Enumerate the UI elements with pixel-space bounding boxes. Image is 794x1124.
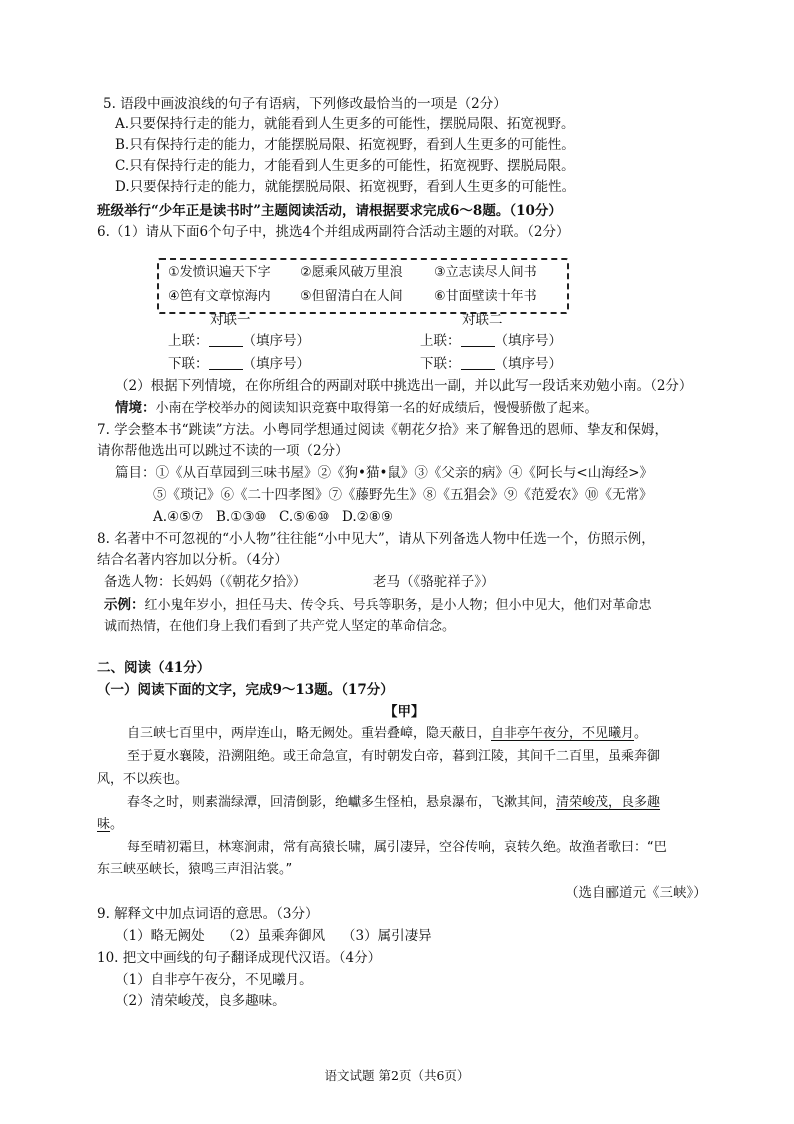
q7-option-b: B.①③⑩ bbox=[216, 509, 267, 525]
q10-stem: 10. 把文中画线的句子翻译成现代汉语。（4分） bbox=[97, 950, 382, 966]
q7-option-d: D.②⑧⑨ bbox=[342, 509, 393, 525]
sentence-3: ③立志读尽人间书 bbox=[434, 265, 537, 280]
p1-end: 。 bbox=[634, 726, 648, 741]
couplet2-upper bbox=[420, 331, 562, 351]
example-label: 示例： bbox=[104, 597, 145, 613]
passage-jia-title: 【甲】 bbox=[384, 704, 425, 720]
answer-blank[interactable] bbox=[461, 355, 495, 370]
section2-sub1: （一）阅读下面的文字，完成9～13题。（17分） bbox=[97, 682, 394, 698]
couplet1-upper bbox=[168, 331, 310, 351]
q5-option-a: A.只要保持行走的能力，就能看到人生更多的可能性，摆脱局限、拓宽视野。 bbox=[115, 116, 575, 132]
sentence-2: ②愿乘风破万里浪 bbox=[300, 265, 403, 280]
q9-stem: 9. 解释文中加点词语的意思。（3分） bbox=[97, 906, 319, 922]
passage-source: （选自郦道元《三峡》） bbox=[565, 885, 707, 901]
passage-p2-line2: 风，不以疾也。 bbox=[97, 772, 189, 787]
q5-option-d: D.只要保持行走的能力，就能摆脱局限、拓宽视野，看到人生更多的可能性。 bbox=[115, 179, 576, 195]
p3-end: 。 bbox=[110, 817, 124, 832]
sentence-6: ⑥甘面壁读十年书 bbox=[434, 289, 537, 304]
q6-part1: 6.（1）请从下面6个句子中，挑选4个并组成两副符合活动主题的对联。（2分） bbox=[97, 224, 570, 240]
q6-situation bbox=[115, 398, 598, 419]
q9-item-2: （2）虽乘奔御风 bbox=[222, 928, 326, 944]
fill-hint: （填序号） bbox=[494, 356, 562, 372]
candidates-label: 备选人物： bbox=[104, 574, 172, 590]
couplet2-title: 对联二 bbox=[462, 312, 503, 328]
passage-p1 bbox=[127, 724, 647, 744]
q8-line2: 结合名著内容加以分析。（4分） bbox=[97, 552, 288, 568]
q9-item-3: （3）属引凄异 bbox=[342, 928, 432, 944]
fill-hint: （填序号） bbox=[494, 333, 562, 349]
page-footer: 语文试题 第2页（共6页） bbox=[324, 1068, 470, 1083]
candidate-2: 老马（《骆驼祥子》） bbox=[373, 574, 495, 590]
q8-example-line1 bbox=[104, 595, 652, 616]
sentence-1: ①发愤识遍天下字 bbox=[168, 265, 271, 280]
fill-hint: （填序号） bbox=[242, 333, 310, 349]
lower-label: 下联： bbox=[420, 356, 461, 372]
couplet1-lower bbox=[168, 354, 310, 374]
couplet1-title: 对联一 bbox=[210, 312, 251, 328]
q7-line1: 7. 学会整本书“跳读”方法。小粤同学想通过阅读《朝花夕拾》来了解鲁迅的恩师、挚友和保姆， bbox=[97, 422, 668, 438]
passage-p4-line1: 每至晴初霜旦，林寒涧肃，常有高猿长啸，属引凄异，空谷传响，哀转久绝。故渔者歌曰：“巴 bbox=[127, 840, 667, 855]
passage-p4-line2: 东三峡巫峡长，猿鸣三声泪沾裳。” bbox=[97, 862, 293, 877]
activity-intro: 班级举行“少年正是读书时”主题阅读活动，请根据要求完成6～8题。（10分） bbox=[97, 203, 562, 219]
sentence-4: ④笆有文章惊海内 bbox=[168, 289, 271, 304]
fill-hint: （填序号） bbox=[242, 356, 310, 372]
q10-sentence-1: （1）自非亭午夜分，不见曦月。 bbox=[115, 972, 313, 988]
p3-text: 春冬之时，则素湍绿潭，回清倒影，绝巘多生怪柏，悬泉瀑布，飞漱其间， bbox=[127, 795, 557, 810]
p1-text: 自三峡七百里中，两岸连山，略无阙处。重岩叠嶂，隐天蔽日， bbox=[127, 726, 492, 741]
q7-option-c: C.⑤⑥⑩ bbox=[279, 509, 330, 525]
candidate-1: 长妈妈（《朝花夕拾》） bbox=[171, 574, 307, 590]
q10-sentence-2: （2）清荣峻茂，良多趣味。 bbox=[115, 993, 286, 1009]
q7-titles-line2: ⑤《琐记》⑥《二十四孝图》⑦《藤野先生》⑧《五猖会》⑨《范爱农》⑩《无常》 bbox=[153, 487, 653, 503]
q8-candidates bbox=[104, 572, 307, 592]
answer-blank[interactable] bbox=[209, 332, 243, 347]
q9-item-1: （1）略无阙处 bbox=[115, 928, 205, 944]
passage-p3-line2 bbox=[97, 815, 123, 835]
q5-stem: 5. 语段中画波浪线的句子有语病，下列修改最恰当的一项是（2分） bbox=[103, 96, 507, 112]
p3-underlined: 清荣峻茂，良多趣 bbox=[556, 795, 661, 810]
answer-blank[interactable] bbox=[461, 332, 495, 347]
q8-example-line2: 诚而热情，在他们身上我们看到了共产党人坚定的革命信念。 bbox=[104, 619, 456, 634]
situation-label: 情境： bbox=[115, 400, 156, 416]
couplet2-lower bbox=[420, 354, 562, 374]
p1-underlined: 自非亭午夜分，不见曦月 bbox=[491, 726, 635, 741]
upper-label: 上联： bbox=[168, 333, 209, 349]
q8-line1: 8. 名著中不可忽视的“小人物”往往能“小中见大”，请从下列备选人物中任选一个，仿照示例， bbox=[97, 531, 655, 547]
sentence-5: ⑤但留清白在人间 bbox=[300, 289, 403, 304]
p3-underlined-end: 味 bbox=[97, 817, 111, 832]
upper-label: 上联： bbox=[420, 333, 461, 349]
q7-titles-line1: 篇目：①《从百草园到三味书屋》②《狗•猫•鼠》③《父亲的病》④《阿长与<山海经>》 bbox=[115, 465, 654, 481]
situation-text: 小南在学校举办的阅读知识竞赛中取得第一名的好成绩后，慢慢骄傲了起来。 bbox=[155, 401, 598, 416]
passage-p3-line1 bbox=[127, 793, 660, 813]
q5-option-c: C.只有保持行走的能力，才能看到人生更多的可能性，拓宽视野、摆脱局限。 bbox=[115, 158, 575, 174]
q5-option-b: B.只有保持行走的能力，才能摆脱局限、拓宽视野，看到人生更多的可能性。 bbox=[115, 137, 575, 153]
lower-label: 下联： bbox=[168, 356, 209, 372]
q7-option-a: A.④⑤⑦ bbox=[153, 509, 204, 525]
q7-line2: 请你帮他选出可以跳过不读的一项（2分） bbox=[97, 443, 349, 459]
q6-part2: （2）根据下列情境，在你所组合的两副对联中挑选出一副，并以此写一段话来劝勉小南。（2分） bbox=[115, 378, 693, 394]
passage-p2-line1: 至于夏水襄陵，沿溯阻绝。或王命急宣，有时朝发白帝，暮到江陵，其间千二百里，虽乘奔御 bbox=[127, 749, 661, 764]
answer-blank[interactable] bbox=[209, 355, 243, 370]
section2-title: 二、阅读（41分） bbox=[97, 660, 211, 676]
example-text-1: 红小鬼年岁小，担任马夫、传令兵、号兵等职务，是小人物；但小中见大，他们对革命忠 bbox=[144, 598, 652, 613]
